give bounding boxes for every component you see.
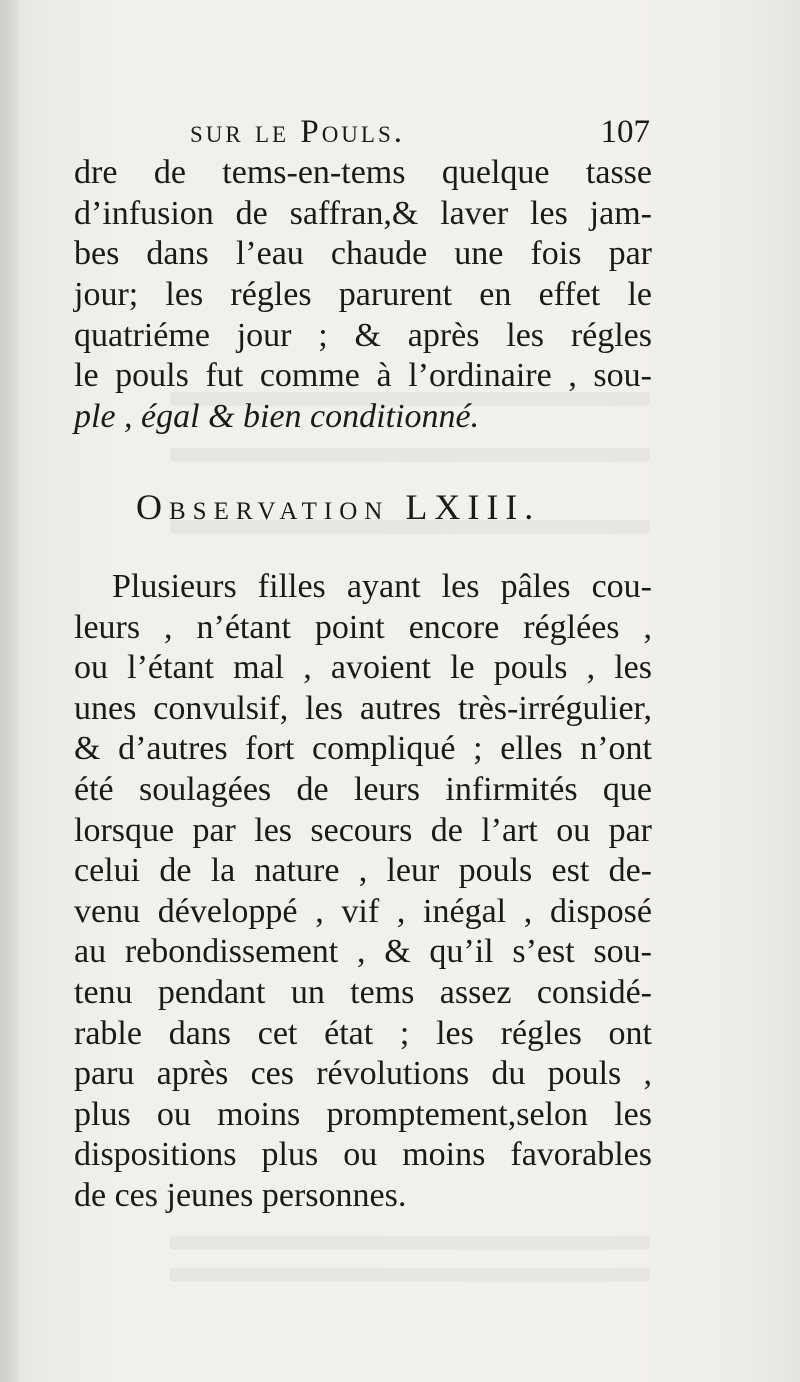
text-line: ple , égal & bien conditionné. <box>74 398 480 436</box>
page-header <box>190 112 660 152</box>
text-line: ou l’étant mal , avoient le pouls , les <box>74 649 652 687</box>
paragraph-observation <box>74 567 652 1217</box>
text-line: lorsque par les secours de l’art ou par <box>74 811 652 849</box>
text-line: leurs , n’étant point encore réglées , <box>74 608 652 646</box>
text-line: bes dans l’eau chaude une fois par <box>74 235 652 273</box>
text-line: jour; les régles parurent en effet le <box>74 276 652 314</box>
show-through-line <box>170 1236 650 1250</box>
paragraph-continued <box>74 153 652 438</box>
text-line: celui de la nature , leur pouls est de- <box>74 852 652 890</box>
text-line: été soulagées de leurs infirmités que <box>74 770 652 808</box>
section-heading: Observation LXIII. <box>136 487 541 527</box>
gutter-shadow <box>0 0 22 1382</box>
text-line: de ces jeunes personnes. <box>74 1176 407 1214</box>
text-line: rable dans cet état ; les régles ont <box>74 1014 652 1052</box>
text-line: quatriéme jour ; & après les régles <box>74 316 652 354</box>
running-title: sur le Pouls. <box>190 114 406 150</box>
text-line: d’infusion de saffran,& laver les jam- <box>74 194 652 232</box>
show-through-line <box>170 448 650 462</box>
text-line: paru après ces révolutions du pouls , <box>74 1055 652 1093</box>
text-line: tenu pendant un tems assez considé- <box>74 973 652 1011</box>
text-line: venu développé , vif , inégal , disposé <box>74 892 652 930</box>
text-line: dispositions plus ou moins favorables <box>74 1136 652 1174</box>
text-line: le pouls fut comme à l’ordinaire , sou- <box>74 357 652 395</box>
text-line: plus ou moins promptement,selon les <box>74 1095 652 1133</box>
text-line: dre de tems-en-tems quelque tasse <box>74 154 652 191</box>
text-line: & d’autres fort compliqué ; elles n’ont <box>74 730 652 768</box>
text-line: Plusieurs filles ayant les pâles cou- <box>112 568 652 605</box>
text-line: unes convulsif, les autres très-irrégulier, <box>74 689 652 727</box>
show-through-line <box>170 1268 650 1282</box>
page-number: 107 <box>600 114 650 150</box>
text-line: au rebondissement , & qu’il s’est sou- <box>74 933 652 971</box>
